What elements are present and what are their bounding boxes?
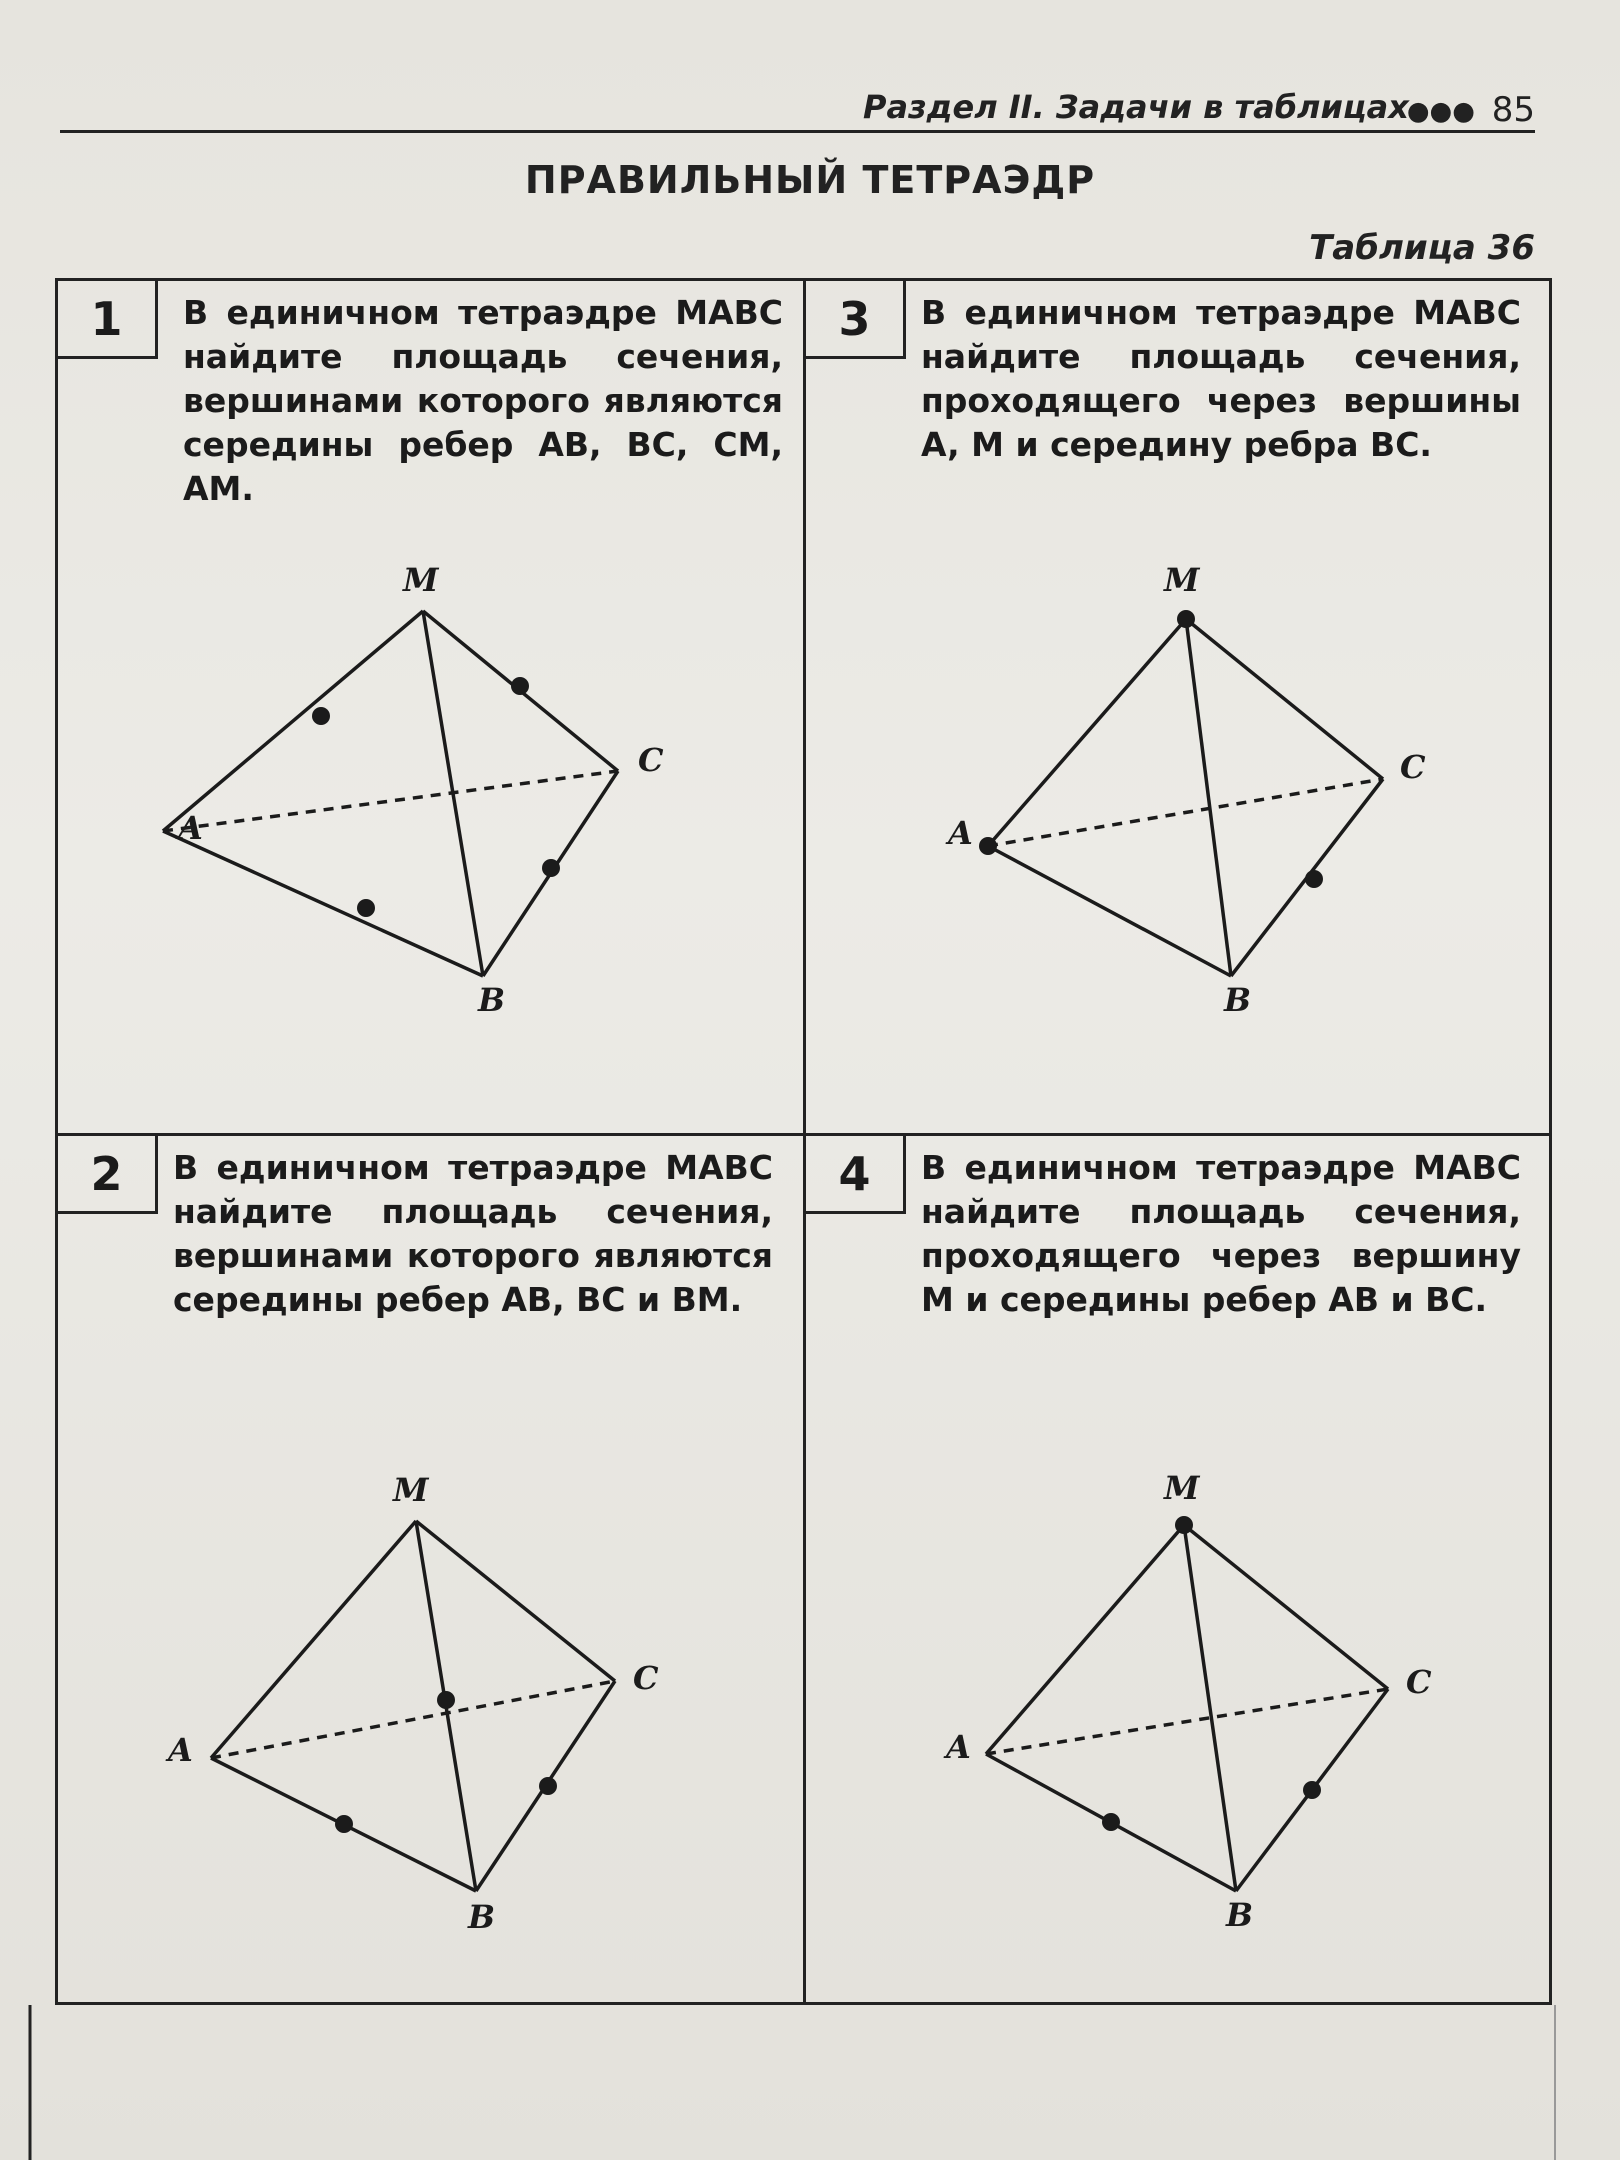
task-statement: В единичном тетраэдре MABC найдите площадь сечения, проходящего через вершины A, M и середину ребра BC. <box>921 293 1521 464</box>
tetrahedron-figure <box>58 1136 800 1988</box>
edge-ac-hidden <box>211 1681 615 1758</box>
vertex-label-a: A <box>948 814 973 852</box>
tetrahedron-figure <box>58 281 800 1133</box>
vertex-label-a: A <box>168 1731 193 1769</box>
vertex-label-b: B <box>478 981 506 1019</box>
vertex-label-b: B <box>468 1898 496 1936</box>
vertex-label-c: C <box>1400 748 1426 786</box>
task-table <box>55 278 1552 2005</box>
midpoint-am <box>312 707 330 725</box>
task-cell-4 <box>806 1136 1548 1988</box>
midpoint-bc <box>1305 870 1323 888</box>
edge-ac-hidden <box>986 1689 1388 1754</box>
vertex-label-c: C <box>638 741 664 779</box>
task-statement: В единичном тетраэдре MABC найдите площадь сечения, проходящего через вершину M и середины ребер AB и BC. <box>921 1148 1521 1319</box>
header-bullets-and-number <box>1407 90 1535 130</box>
midpoint-bc <box>542 859 560 877</box>
task-number: 4 <box>806 1136 906 1214</box>
edge-ma <box>988 619 1186 846</box>
edge-ab <box>163 831 483 976</box>
task-cell-3 <box>806 281 1548 1133</box>
tetrahedron-figure <box>806 281 1548 1133</box>
running-head <box>863 88 1495 126</box>
bleed-through-area <box>0 2005 1620 2160</box>
midpoint-ab <box>1102 1813 1120 1831</box>
tetrahedron-figure <box>806 1136 1548 1988</box>
edge-ma <box>211 1521 416 1758</box>
task-statement: В единичном тетраэдре MABC найдите площадь сечения, вершинами которого являются середины ребер AB, BC, CM, AM. <box>183 293 783 508</box>
midpoint-ab <box>335 1815 353 1833</box>
vertex-label-b: B <box>1224 981 1252 1019</box>
midpoint-bc <box>1303 1781 1321 1799</box>
midpoint-cm <box>511 677 529 695</box>
section-title: Раздел II. Задачи в таблицах <box>863 88 1409 126</box>
midpoint-bc <box>539 1777 557 1795</box>
edge-mb <box>1186 619 1231 976</box>
edge-mc <box>1186 619 1383 779</box>
edge-mc <box>1184 1525 1388 1689</box>
vertex-label-c: C <box>1406 1663 1432 1701</box>
page-number: 85 <box>1491 90 1535 130</box>
edge-ac-hidden <box>988 779 1383 846</box>
vertex-label-m: M <box>403 561 439 599</box>
task-statement: В единичном тетраэдре MABC найдите площадь сечения, вершинами которого являются середины ребер AB, BC и BM. <box>173 1148 773 1319</box>
edge-ma <box>163 611 423 831</box>
page-header <box>60 80 1535 133</box>
vertex-label-a: A <box>946 1728 971 1766</box>
edge-ac-hidden <box>163 771 618 831</box>
task-number: 1 <box>58 281 158 359</box>
edge-mc <box>416 1521 615 1681</box>
point-m <box>1177 610 1195 628</box>
vertex-label-a: A <box>178 809 203 847</box>
task-number: 2 <box>58 1136 158 1214</box>
vertex-label-m: M <box>1164 561 1200 599</box>
page-title: ПРАВИЛЬНЫЙ ТЕТРАЭДР <box>524 158 1096 202</box>
vertex-label-b: B <box>1226 1896 1254 1934</box>
task-cell-1 <box>58 281 800 1133</box>
edge-mb <box>1184 1525 1236 1891</box>
point-a <box>979 837 997 855</box>
point-m <box>1175 1516 1193 1534</box>
edge-ma <box>986 1525 1184 1754</box>
vertex-label-m: M <box>1164 1469 1200 1507</box>
vertex-label-c: C <box>633 1659 659 1697</box>
vertex-label-m: M <box>393 1471 429 1509</box>
midpoint-ab <box>357 899 375 917</box>
edge-ab <box>988 846 1231 976</box>
task-cell-2 <box>58 1136 800 1988</box>
table-label: Таблица 36 <box>1309 228 1535 268</box>
task-number: 3 <box>806 281 906 359</box>
bullets-icon: ●●● <box>1406 96 1475 127</box>
midpoint-bm <box>437 1691 455 1709</box>
